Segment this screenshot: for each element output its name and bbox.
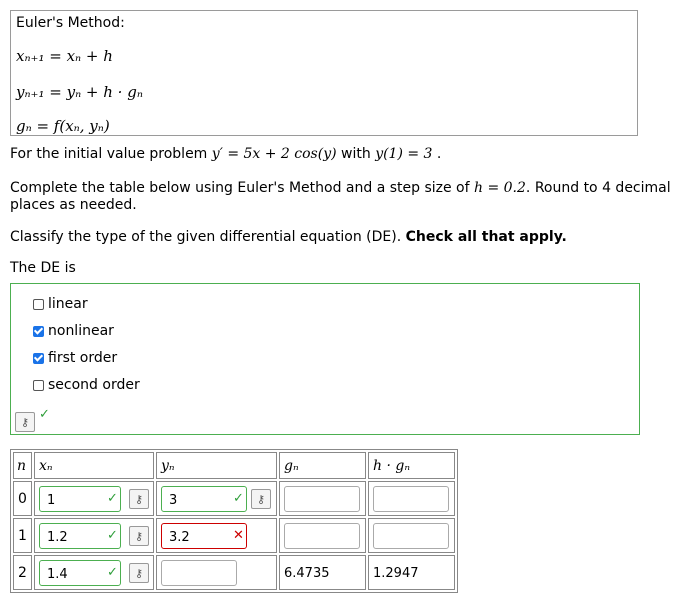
- problem-statement: [10, 146, 441, 162]
- cell-hg: [368, 555, 455, 590]
- cell-x: [34, 481, 154, 516]
- problem-ode: y′ = 5x + 2 cos(y): [211, 146, 337, 162]
- key-icon: ⚷: [20, 415, 30, 429]
- option-label: first order: [48, 350, 118, 366]
- cell-g: [279, 518, 366, 553]
- cell-n: 0: [13, 481, 32, 516]
- x-input[interactable]: 1.2: [39, 523, 121, 549]
- hg-input[interactable]: [373, 486, 449, 512]
- cell-hg: [368, 481, 455, 516]
- correct-check-icon: ✓: [107, 565, 118, 580]
- header-gn: gₙ: [279, 452, 366, 479]
- method-title: Euler's Method:: [16, 15, 125, 31]
- problem-prefix: For the initial value problem: [10, 146, 208, 162]
- euler-table: [10, 449, 458, 593]
- key-icon: ⚷: [134, 492, 144, 506]
- instructions-line-1: [10, 180, 671, 196]
- answer-key-button[interactable]: [15, 412, 35, 432]
- header-xn: xₙ: [34, 452, 154, 479]
- cell-y: [156, 518, 277, 553]
- answer-key-button[interactable]: [129, 526, 149, 546]
- equation-g-def: gₙ = f(xₙ, yₙ): [16, 117, 110, 135]
- classify-prompt: [10, 229, 567, 245]
- euler-method-box: [10, 10, 638, 136]
- g-value: 6.4735: [284, 566, 330, 581]
- instructions-line-2: places as needed.: [10, 197, 137, 213]
- option-label: nonlinear: [48, 323, 114, 339]
- option-second-order[interactable]: [33, 377, 140, 393]
- table-row: [13, 481, 455, 516]
- cell-n: 1: [13, 518, 32, 553]
- problem-with: with: [341, 146, 371, 162]
- problem-initial-condition: y(1) = 3: [375, 146, 433, 162]
- correct-check-icon: ✓: [107, 491, 118, 506]
- key-icon: ⚷: [256, 492, 266, 506]
- option-nonlinear[interactable]: [33, 323, 114, 339]
- key-icon: ⚷: [134, 529, 144, 543]
- answer-key-button[interactable]: [129, 489, 149, 509]
- g-input[interactable]: [284, 486, 360, 512]
- cell-g: [279, 555, 366, 590]
- cell-y: [156, 555, 277, 590]
- checkbox-second-order[interactable]: [33, 380, 44, 391]
- header-hgn: h · gₙ: [368, 452, 455, 479]
- cell-y: [156, 481, 277, 516]
- checkbox-linear[interactable]: [33, 299, 44, 310]
- checkbox-first-order[interactable]: [33, 353, 44, 364]
- answer-key-button[interactable]: [129, 563, 149, 583]
- table-header-row: [13, 452, 455, 479]
- instructions-pre: Complete the table below using Euler's Method and a step size of: [10, 180, 470, 196]
- header-n: n: [13, 452, 32, 479]
- header-yn: yₙ: [156, 452, 277, 479]
- cell-hg: [368, 518, 455, 553]
- correct-check-icon: ✓: [39, 407, 50, 422]
- y-input[interactable]: 3.2: [161, 523, 247, 549]
- classify-answer-box: [10, 283, 640, 435]
- option-first-order[interactable]: [33, 350, 117, 366]
- classify-text: Classify the type of the given differential equation (DE).: [10, 229, 402, 245]
- de-lead: The DE is: [10, 260, 76, 276]
- y-input[interactable]: [161, 560, 237, 586]
- step-size: h = 0.2: [474, 180, 526, 196]
- key-icon: ⚷: [134, 566, 144, 580]
- option-label: second order: [48, 377, 140, 393]
- cell-x: [34, 555, 154, 590]
- hg-value: 1.2947: [373, 566, 419, 581]
- checkbox-nonlinear[interactable]: [33, 326, 44, 337]
- cell-g: [279, 481, 366, 516]
- table-row: [13, 555, 455, 590]
- correct-check-icon: ✓: [233, 491, 244, 506]
- x-input[interactable]: 1: [39, 486, 121, 512]
- table-row: [13, 518, 455, 553]
- classify-bold: Check all that apply.: [405, 229, 567, 245]
- option-label: linear: [48, 296, 88, 312]
- correct-check-icon: ✓: [107, 528, 118, 543]
- equation-x-update: xₙ₊₁ = xₙ + h: [16, 47, 113, 65]
- x-input[interactable]: 1.4: [39, 560, 121, 586]
- g-input[interactable]: [284, 523, 360, 549]
- hg-input[interactable]: [373, 523, 449, 549]
- cell-x: [34, 518, 154, 553]
- problem-suffix: .: [436, 146, 442, 162]
- incorrect-x-icon: ✕: [233, 528, 244, 543]
- y-input[interactable]: 3: [161, 486, 247, 512]
- answer-key-button[interactable]: [251, 489, 271, 509]
- instructions-post: . Round to 4 decimal: [525, 180, 671, 196]
- option-linear[interactable]: [33, 296, 88, 312]
- equation-y-update: yₙ₊₁ = yₙ + h · gₙ: [16, 83, 143, 101]
- cell-n: 2: [13, 555, 32, 590]
